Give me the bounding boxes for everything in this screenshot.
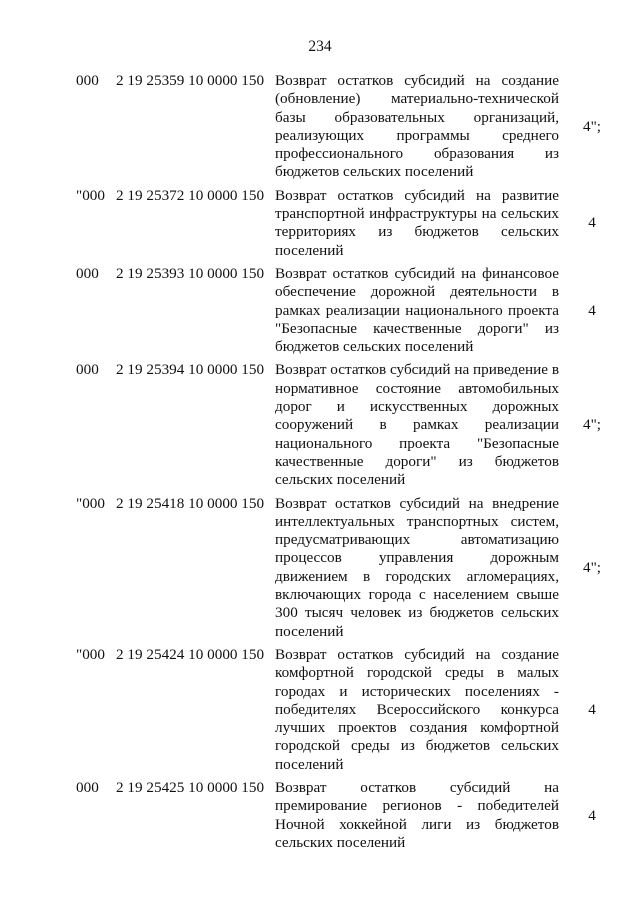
table-row [0, 361, 640, 489]
budget-classification-code: 2 19 25424 10 0000 150 [116, 645, 265, 663]
table-row [0, 187, 640, 260]
budget-codes-table [0, 72, 640, 857]
row-value: 4"; [582, 117, 601, 135]
row-value: 4 [588, 700, 596, 718]
row-value: 4"; [582, 416, 601, 434]
table-row [0, 646, 640, 774]
row-description: Возврат остатков субсидий на приведение в нормативное состояние автомобильных дорог и искусственных дорожных сооружений в рамках реализации национального проекта "Безопасные качественные дороги" из бюджетов сельских поселений [275, 361, 559, 489]
budget-classification-code: 2 19 25393 10 0000 150 [116, 264, 265, 282]
budget-classification-code: 2 19 25418 10 0000 150 [116, 494, 265, 512]
budget-classification-code: 2 19 25425 10 0000 150 [116, 778, 265, 796]
row-description: Возврат остатков субсидий на финансовое обеспечение дорожной деятельности в рамках реализации национального проекта "Безопасные качественные дороги" из бюджетов сельских поселений [275, 264, 559, 356]
budget-classification-code: 2 19 25394 10 0000 150 [116, 361, 265, 379]
admin-code: "000 [76, 645, 105, 663]
budget-classification-code: 2 19 25372 10 0000 150 [116, 186, 265, 204]
table-row [0, 72, 640, 182]
row-value: 4 [588, 806, 596, 824]
admin-code: 000 [76, 778, 99, 796]
admin-code: 000 [76, 264, 99, 282]
table-row [0, 265, 640, 356]
admin-code: 000 [76, 72, 99, 89]
row-description: Возврат остатков субсидий на создание комфортной городской среды в малых городах и исторических поселениях - победителях Всероссийского конкурса лучших проектов создания комфортной городской среды из бюджетов сельских поселений [275, 645, 559, 773]
admin-code: "000 [76, 494, 105, 512]
admin-code: 000 [76, 361, 99, 379]
row-description: Возврат остатков субсидий на премирование регионов - победителей Ночной хоккейной лиги из бюджетов сельских поселений [275, 778, 559, 851]
budget-classification-code: 2 19 25359 10 0000 150 [116, 72, 265, 89]
row-description: Возврат остатков субсидий на внедрение интеллектуальных транспортных систем, предусматривающих автоматизацию процессов управления дорожным движением в городских агломерациях, включающих города с населением свыше 300 тысяч человек из бюджетов сельских поселений [275, 494, 559, 640]
table-row [0, 779, 640, 852]
row-description: Возврат остатков субсидий на развитие транспортной инфраструктуры на сельских территориях из бюджетов сельских поселений [275, 186, 559, 259]
table-row [0, 495, 640, 641]
admin-code: "000 [76, 186, 105, 204]
row-value: 4"; [582, 558, 601, 576]
row-value: 4 [588, 301, 596, 319]
row-description: Возврат остатков субсидий на создание (обновление) материально-технической базы образовательных организаций, реализующих программы среднего профессионального образования из бюджетов сельских поселений [275, 72, 559, 181]
row-value: 4 [588, 214, 596, 232]
page-number: 234 [308, 38, 332, 55]
